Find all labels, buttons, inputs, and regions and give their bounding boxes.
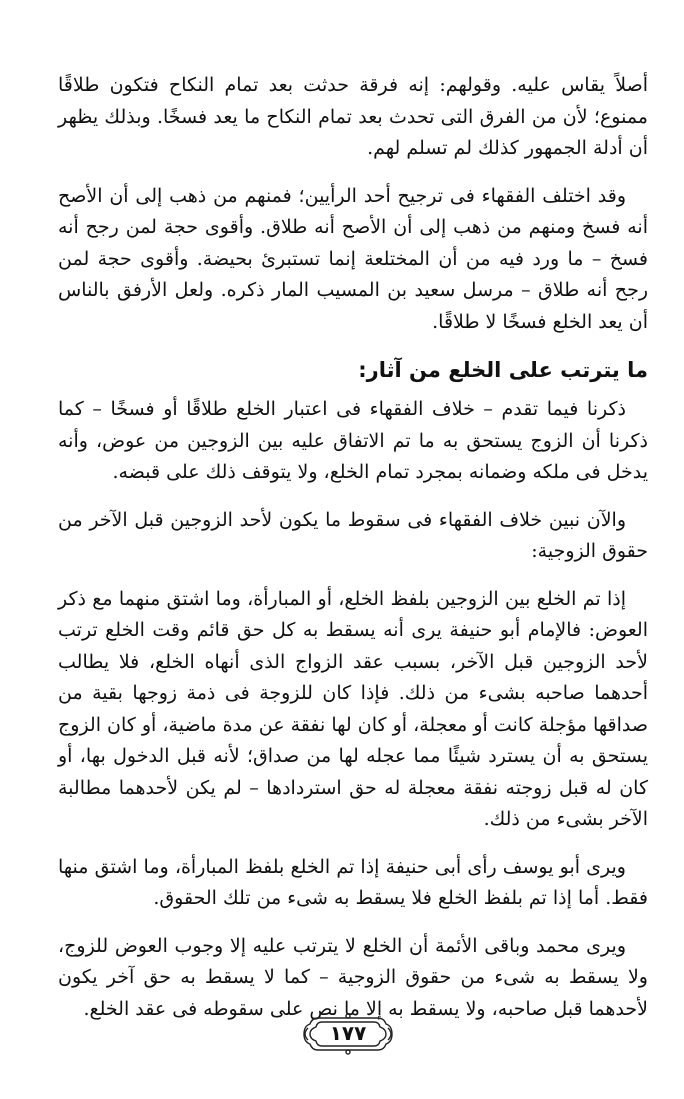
paragraph-5: إذا تم الخلع بين الزوجين بلفظ الخلع، أو المبارأة، وما اشتق منهما مع ذكر العوض: فالإمام أبو حنيفة يرى أنه يسقط به كل حق قائم وقت الخلع ترتب لأحد الزوجين قبل الآخر، بسبب عقد الزواج الذى أنهاه الخلع، فلا يطالب أحدهما صاحبه بشىء من ذلك. فإذا كان للزوجة فى ذمة زوجها بقية من صداقها مؤجلة كانت أو معجلة، أو كان لها نفقة عن مدة ماضية، أو كان الزوج يستحق به أن يسترد شيئًا مما عجله لها من صداق؛ لأنه قبل الدخول بها، أو كان له قبل زوجته نفقة معجلة له حق استردادها – لم يكن لأحدهما مطالبة الآخر بشىء من ذلك. [58, 587, 648, 830]
section-heading: ما يترتب على الخلع من آثار: [358, 358, 648, 382]
page-footer [300, 1012, 396, 1056]
paragraph-2: وقد اختلف الفقهاء فى ترجيح أحد الرأيين؛ فمنهم من ذهب إلى أن الأصح أنه فسخ ومنهم من ذهب إلى أن الأصح أنه طلاق. وأقوى حجة لمن رجح أنه فسخ – ما ورد فيه من أن المختلعة إنما تستبرئ بحيضة. وأقوى حجة لمن رجح أنه طلاق – مرسل سعيد بن المسيب المار ذكره. ولعل الأرفق بالناس أن يعد الخلع فسخًا لا طلاقًا. [58, 184, 648, 333]
page-number: ١٧٧ [329, 1021, 367, 1045]
paragraph-7: ويرى محمد وباقى الأئمة أن الخلع لا يترتب عليه إلا وجوب العوض للزوج، ولا يسقط به شىء من حقوق الزوجية – كما لا يسقط به حق آخر يكون لأحدهما قبل صاحبه، ولا يسقط به إلا ما نص على سقوطه فى عقد الخلع. [58, 934, 648, 1020]
page-body [58, 70, 648, 1041]
paragraph-3: ذكرنا فيما تقدم – خلاف الفقهاء فى اعتبار الخلع طلاقًا أو فسخًا – كما ذكرنا أن الزوج يستحق به ما تم الاتفاق عليه بين الزوجين من عوض، وأنه يدخل فى ملكه وضمانه بمجرد تمام الخلع، ولا يتوقف ذلك على قبضه. [58, 398, 648, 483]
paragraph-4: والآن نبين خلاف الفقهاء فى سقوط ما يكون لأحد الزوجين قبل الآخر من حقوق الزوجية: [58, 508, 648, 562]
paragraph-6: ويرى أبو يوسف رأى أبى حنيفة إذا تم الخلع بلفظ المبارأة، وما اشتق منها فقط. أما إذا تم بلفظ الخلع فلا يسقط به شىء من تلك الحقوق. [58, 855, 648, 909]
paragraph-1: أصلاً يقاس عليه. وقولهم: إنه فرقة حدثت بعد تمام النكاح فتكون طلاقًا ممنوع؛ لأن من الفرق التى تحدث بعد تمام النكاح ما يعد فسخًا. وبذلك يظهر أن أدلة الجمهور كذلك لم تسلم لهم. [58, 74, 648, 159]
